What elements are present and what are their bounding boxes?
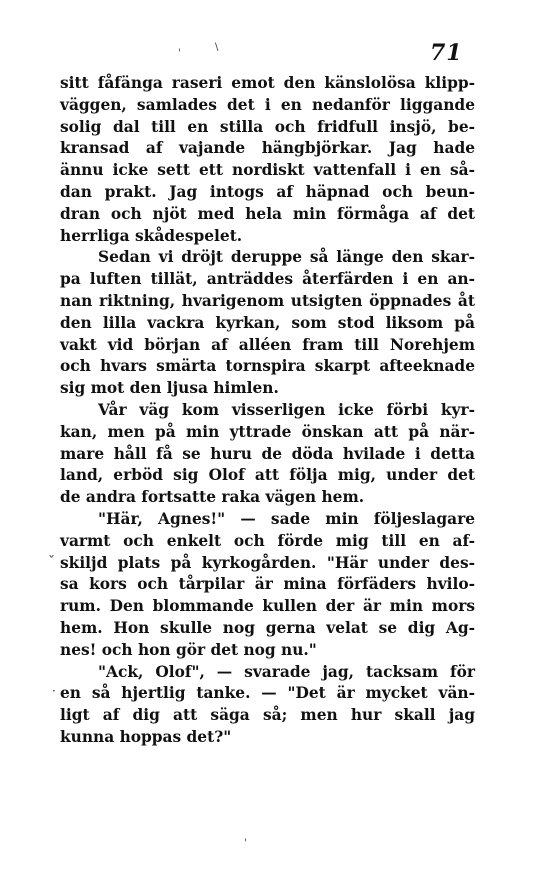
text-line: ännu icke sett ett nordiskt vattenfall i en så- <box>60 161 475 180</box>
text-line: vakt vid början af alléen fram till Norehjem <box>60 335 475 354</box>
text-line: en så hjertlig tanke. — "Det är mycket vän- <box>60 684 475 703</box>
text-line: dan prakt. Jag intogs af häpnad och beun- <box>60 182 475 201</box>
text-line: nan riktning, hvarigenom utsigten öppnades åt <box>60 291 475 310</box>
text-line: dran och njöt med hela min förmåga af det <box>60 204 475 223</box>
text-line: varmt och enkelt och förde mig till en af- <box>60 531 475 550</box>
text-line: pa luften tillät, anträddes återfärden i en an- <box>60 270 475 289</box>
text-line: solig dal till en stilla och fridfull insjö, be- <box>60 117 475 136</box>
text-line: "Ack, Olof", — svarade jag, tacksam för <box>98 662 475 681</box>
text-line: och hvars smärta tornspira skarpt afteeknade <box>60 357 475 376</box>
text-line: sig mot den ljusa himlen. <box>60 379 279 398</box>
text-line: ligt af dig att säga så; men hur skall jag <box>60 706 475 725</box>
text-line: de andra fortsatte raka vägen hem. <box>60 488 365 507</box>
text-line: Vår väg kom visserligen icke förbi kyr- <box>98 400 475 419</box>
text-line: sa kors och tårpilar är mina förfäders hvilo- <box>60 575 475 594</box>
text-line: väggen, samlades det i en nedanför liggande <box>60 95 475 114</box>
text-line: kransad af vajande hängbjörkar. Jag hade <box>60 139 475 158</box>
text-line: kan, men på min yttrade önskan att på när- <box>60 422 475 441</box>
text-line: hem. Hon skulle nog gerna velat se dig Ag- <box>60 618 475 637</box>
text-line: rum. Den blommande kullen der är min mors <box>60 597 475 616</box>
margin-mark: \ <box>215 42 219 53</box>
text-line: kunna hoppas det?" <box>60 727 232 746</box>
text-line: land, erböd sig Olof att följa mig, under det <box>60 466 475 485</box>
margin-mark: ' <box>244 838 247 849</box>
text-line: Sedan vi dröjt deruppe så länge den skar- <box>98 248 475 267</box>
margin-mark: ˯ <box>48 542 55 558</box>
text-line: sitt fåfänga raseri emot den känslolösa klipp- <box>60 74 475 92</box>
text-line: herrliga skådespelet. <box>60 226 243 245</box>
text-line: den lilla vackra kyrkan, som stod liksom på <box>60 313 475 332</box>
text-line: nes! och hon gör det nog nu." <box>60 640 317 659</box>
body-text <box>60 73 475 749</box>
page-number: 71 <box>430 40 463 66</box>
margin-mark: · <box>52 684 56 698</box>
text-line: "Här, Agnes!" — sade min följeslagare <box>98 509 475 528</box>
text-line: mare håll få se huru de döda hvilade i detta <box>60 444 475 463</box>
margin-mark: ' <box>178 48 181 59</box>
text-line: skiljd plats på kyrkogården. "Här under des- <box>60 553 475 572</box>
